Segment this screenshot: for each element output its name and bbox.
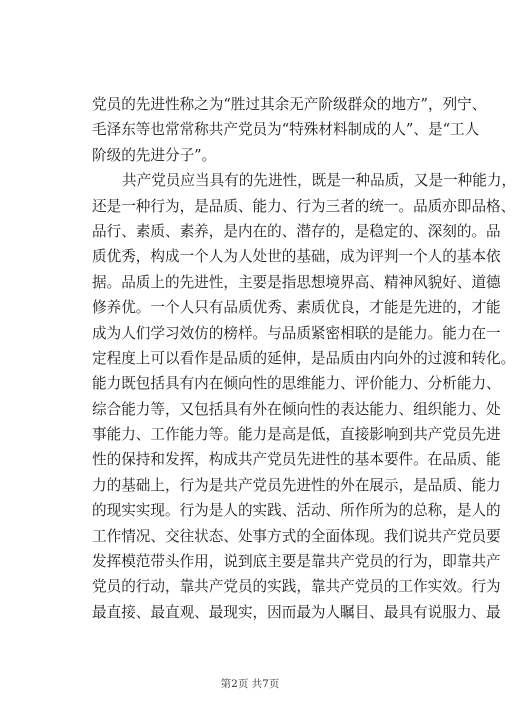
paragraph-first-line: 共产党员应当具有的先进性，既是一种品质，又是一种能力， [122,172,516,190]
text-line: 成为人们学习效仿的榜样。与品质紧密相联的是能力。能力在一 [92,324,501,342]
text-line: 事能力、工作能力等。能力是高是低，直接影响到共产党员先进 [92,426,501,444]
text-line: 发挥模范带头作用，说到底主要是靠共产党员的行为，即靠共产 [92,553,501,571]
text-line: 毛泽东等也常常称共产党员为“特殊材料制成的人”、是“工人 [92,121,480,139]
text-line: 质优秀，构成一个人为人处世的基础，成为评判一个人的基本依 [92,248,501,266]
document-body [92,92,516,625]
text-line: 能力既包括具有内在倾向性的思维能力、评价能力、分析能力、 [92,375,501,393]
text-line: 阶级的先进分子”。 [92,146,217,164]
text-line: 定程度上可以看作是品质的延伸，是品质由内向外的过渡和转化。 [92,349,516,367]
text-line: 修养优。一个人只有品质优秀、素质优良，才能是先进的，才能 [92,299,501,317]
text-line: 工作情况、交往状态、处事方式的全面体现。我们说共产党员要 [92,527,501,545]
text-line: 据。品质上的先进性，主要是指思想境界高、精神风貌好、道德 [92,273,501,291]
text-line: 的现实实现。行为是人的实践、活动、所作所为的总称，是人的 [92,502,501,520]
text-line: 党员的行动，靠共产党员的实践，靠共产党员的工作实效。行为 [92,578,501,596]
text-line: 党员的先进性称之为“胜过其余无产阶级群众的地方”，列宁、 [92,96,487,113]
text-line: 最直接、最直观、最现实，因而最为人瞩目、最具有说服力、最 [92,603,501,621]
text-line: 综合能力等，又包括具有外在倾向性的表达能力、组织能力、处 [92,400,501,418]
text-line: 品行、素质、素养，是内在的、潜存的，是稳定的、深刻的。品 [92,222,501,240]
page-footer [0,676,500,691]
text-line: 性的保持和发挥，构成共产党员先进性的基本要件。在品质、能 [92,451,501,469]
text-line: 还是一种行为，是品质、能力、行为三者的统一。品质亦即品格、 [92,197,516,215]
page-number: 第2页 共7页 [220,678,280,690]
text-line: 力的基础上，行为是共产党员先进性的外在展示，是品质、能力 [92,476,501,494]
